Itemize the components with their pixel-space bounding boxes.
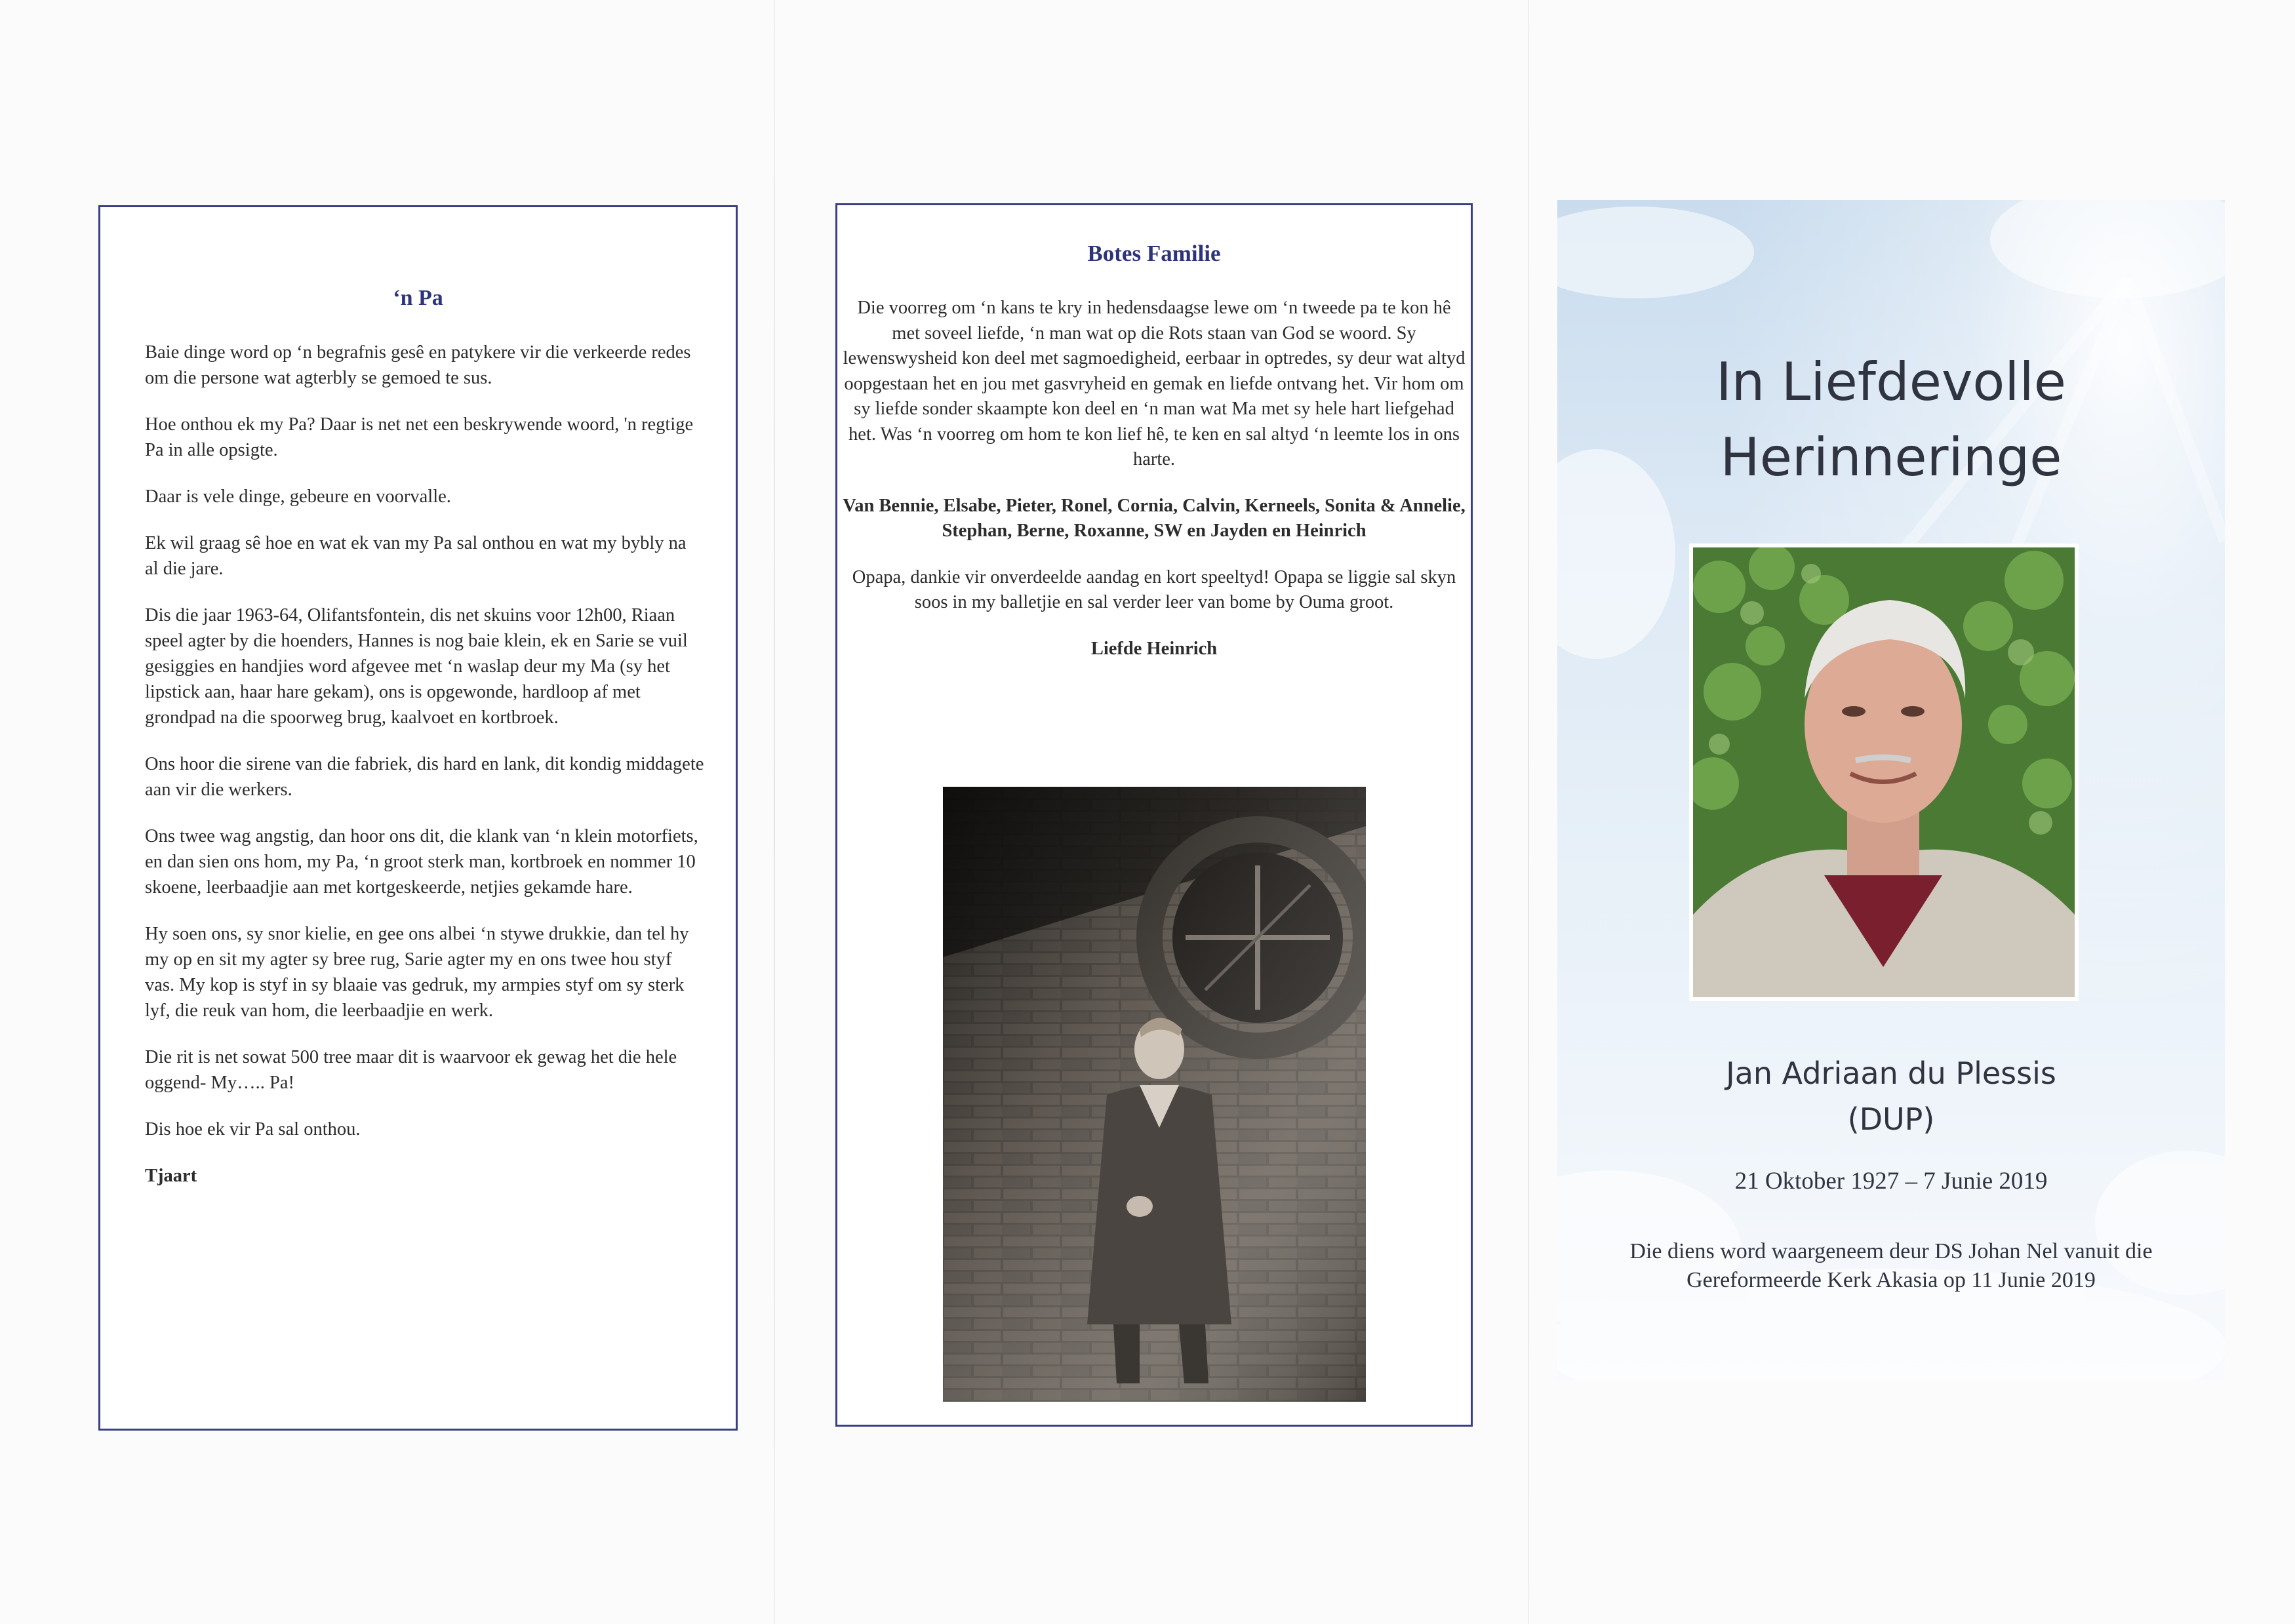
paragraph: Baie dinge word op ‘n begrafnis gesê en patykere vir die verkeerde redes om die persone wat agterbly se gemoed te sus. [145,342,691,388]
young-man-photo [943,787,1366,1402]
paragraph: Ons twee wag angstig, dan hoor ons dit, die klank van ‘n klein motorfiets, en dan sien ons hom, my Pa, ‘n groot sterk man, kortbroek en nommer 10 skoene, leerbaadjie aan met kortgeskeerde, netjies gekamde hare. [145,826,698,898]
middle-panel-body [843,296,1466,683]
cover-title-line2: Herinneringe [1720,427,2062,488]
elderly-man-portrait-image [1693,547,2075,997]
paragraph: Daar is vele dinge, gebeure en voorvalle. [145,486,451,507]
deceased-nickname: (DUP) [1847,1101,1935,1137]
grandchild-message: Opapa, dankie vir onverdeelde aandag en kort speeltyd! Opapa se liggie sal skyn soos in my balletjie en sal verder leer van bome by Ouma groot. [852,566,1456,612]
brick-wall-photo-image [943,787,1366,1402]
fold-line-right [1528,0,1529,1624]
middle-panel [835,203,1473,1427]
paragraph: Hoe onthou ek my Pa? Daar is net net een beskrywende woord, 'n regtige Pa in alle opsigte. [145,414,694,460]
left-panel-title: ‘n Pa [393,286,443,310]
cover-title [1557,344,2225,495]
left-panel-body [145,340,704,1210]
cover-panel [1557,200,2225,1380]
deceased-name-block [1557,1050,2225,1142]
service-line-1: Die diens word waargeneem deur DS Johan Nel vanuit die [1629,1239,2153,1263]
paragraph: Hy soen ons, sy snor kielie, en gee ons albei ‘n stywe drukkie, dan tel hy my op en sit my agter sy bree rug, Sarie agter my en ons twee hou styf vas. My kop is styf in sy blaaie vas gedruk, my armpies styf om sy sterk lyf, die reuk van hom, die leerbaadjie en werk. [145,924,689,1021]
paragraph: Ons hoor die sirene van die fabriek, dis hard en lank, dit kondig middagete aan vir die werkers. [145,754,704,800]
paragraph: Ek wil graag sê hoe en wat ek van my Pa sal onthou en wat my bybly na al die jare. [145,533,687,579]
left-panel [98,205,738,1431]
deceased-name: Jan Adriaan du Plessis [1726,1056,2056,1091]
left-signoff: Tjaart [145,1166,197,1186]
fold-line-left [774,0,775,1624]
family-names: Van Bennie, Elsabe, Pieter, Ronel, Cornia, Calvin, Kerneels, Sonita & Annelie, Stephan, Berne, Roxanne, SW en Jayden en Heinrich [843,495,1466,541]
middle-panel-title: Botes Familie [1087,241,1221,266]
service-details [1584,1237,2199,1295]
middle-signoff: Liefde Heinrich [1090,638,1218,659]
tribute-paragraph: Die voorreg om ‘n kans te kry in hedensdaagse lewe om ‘n tweede pa te kon hê met soveel liefde, ‘n man wat op die Rots staan van God se woord. Sy lewenswysheid kon deel met sagmoedigheid, eerbaar in optredes, sy deur wat altyd oopgestaan het en jou met gasvryheid en gemak en liefde ontvang het. Vir hom om sy liefde sonder skaampte kon deel en ‘n man wat Ma met sy hele hart liefgehad het. Was ‘n voorreg om hom te kon lief hê, te ken en sal altyd ‘n leemte los in ons harte. [843,298,1466,469]
portrait-photo [1689,544,2079,1001]
life-dates: 21 Oktober 1927 – 7 Junie 2019 [1734,1168,2048,1195]
service-line-2: Gereformeerde Kerk Akasia op 11 Junie 2019 [1686,1268,2096,1292]
paragraph: Dis die jaar 1963-64, Olifantsfontein, dis net skuins voor 12h00, Riaan speel agter by die hoenders, Hannes is nog baie klein, ek en Sarie se vuil gesiggies en handjies word afgevee met ‘n waslap deur my Ma (sy het lipstick aan, haar hare gekam), ons is opgewonde, hardloop af met grondpad na die spoorweg brug, kaalvoet en kortbroek. [145,605,688,728]
cover-title-line1: In Liefdevolle [1716,351,2066,412]
paragraph: Dis hoe ek vir Pa sal onthou. [145,1119,361,1139]
paragraph: Die rit is net sowat 500 tree maar dit is waarvoor ek gewag het die hele oggend- My….. Pa! [145,1047,677,1093]
